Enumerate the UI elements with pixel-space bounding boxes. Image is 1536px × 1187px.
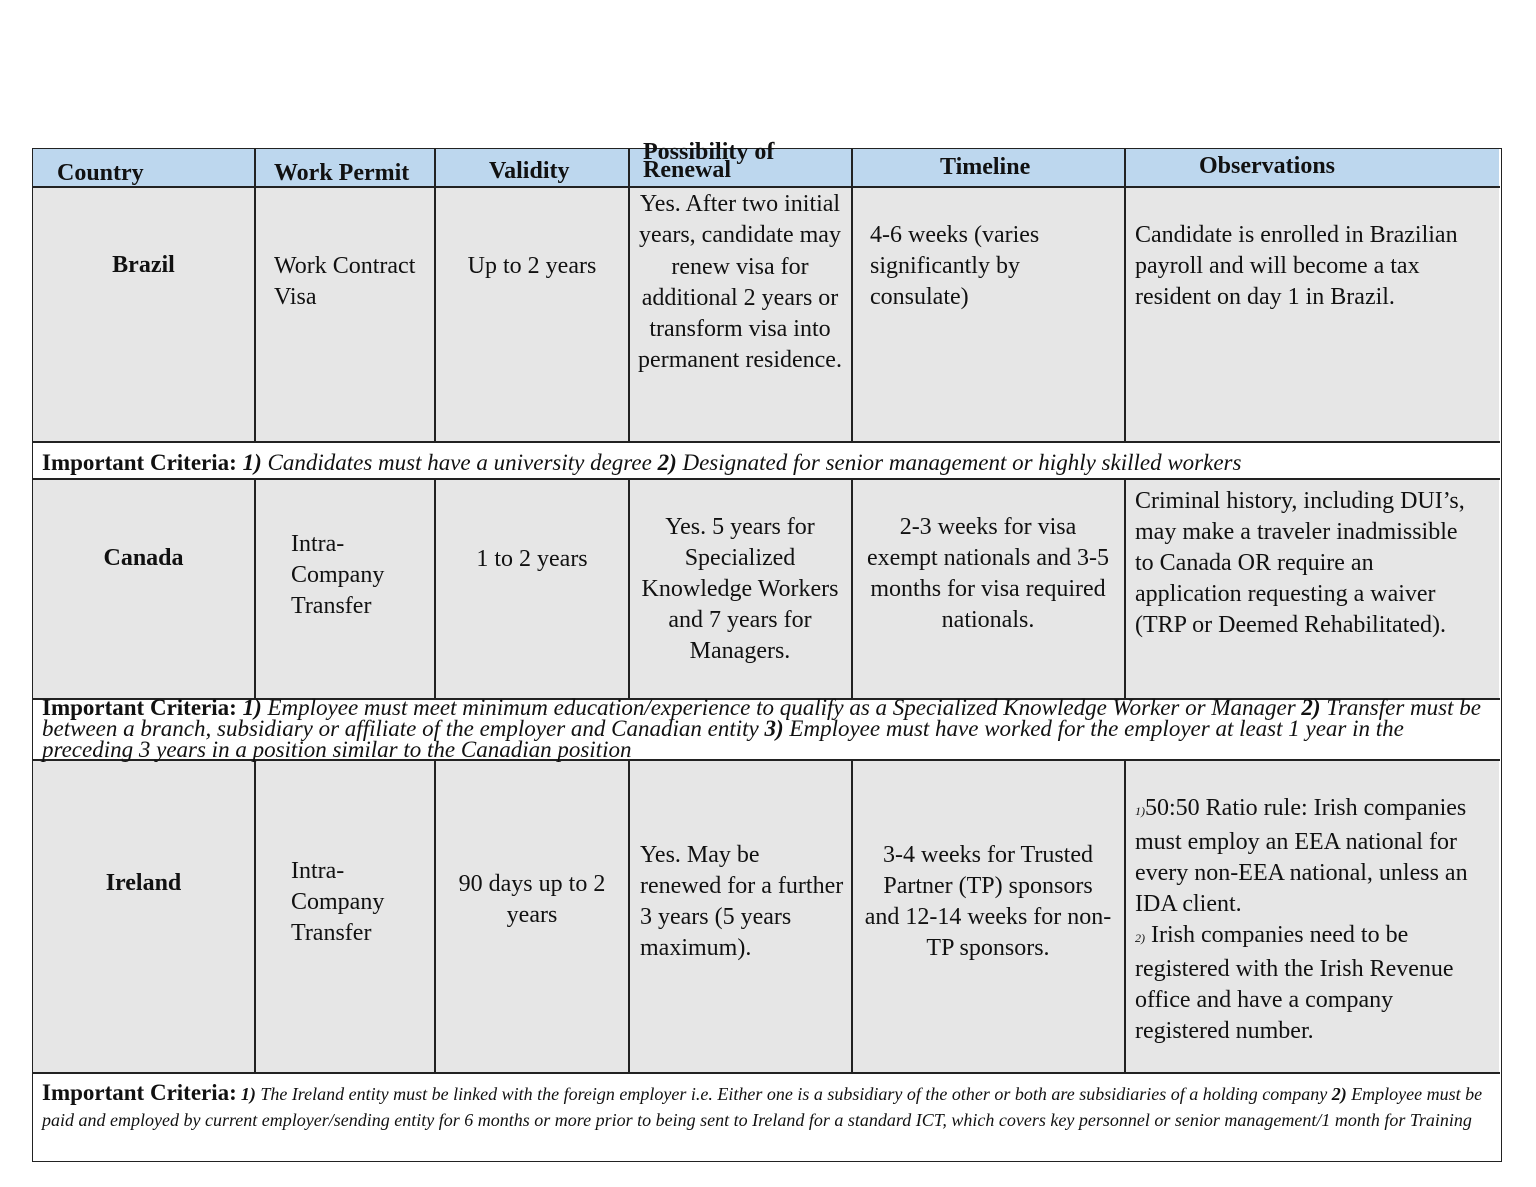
timeline-cell: 2-3 weeks for visa exempt nationals and 3-5 months for visa required nationals. (867, 514, 1109, 633)
observations-cell: Candidate is enrolled in Brazilian payroll and will become a tax resident on day 1 in Brazil. (1135, 222, 1458, 310)
observations-cell: Criminal history, including DUI’s, may make a traveler inadmissible to Canada OR require an application requesting a waiver (TRP or Deemed Rehabilitated). (1135, 488, 1465, 638)
renewal-cell: Yes. 5 years for Specialized Knowledge Workers and 7 years for Managers. (641, 514, 839, 664)
header-work-permit: Work Permit (274, 160, 410, 186)
validity-cell: Up to 2 years (467, 253, 597, 279)
work-permit-cell: Intra-Company Transfer (291, 531, 385, 619)
timeline-cell: 3-4 weeks for Trusted Partner (TP) sponsors and 12-14 weeks for non- TP sponsors. (864, 842, 1112, 961)
criteria-brazil: Important Criteria: 1) Candidates must have a university degree 2) Designated for senior management or highly skilled workers (42, 450, 1242, 475)
country-ireland: Ireland (105, 870, 182, 896)
header-timeline: Timeline (940, 154, 1031, 180)
header-observations: Observations (1199, 153, 1336, 179)
header-validity: Validity (489, 158, 570, 184)
work-permit-cell: Work Contract Visa (274, 253, 416, 310)
renewal-cell: Yes. After two initial years, candidate may renew visa for additional 2 years or transform visa into permanent residence. (638, 191, 842, 374)
work-permit-cell: Intra-Company Transfer (291, 858, 385, 946)
timeline-cell: 4-6 weeks (varies significantly by consulate) (870, 222, 1040, 310)
country-canada: Canada (103, 545, 184, 571)
header-country: Country (57, 160, 144, 186)
observations-cell: 1)50:50 Ratio rule: Irish companies must employ an EEA national for every non-EEA national, unless an IDA client. 2) Irish companies need to be registered with the Irish Revenue office and have a company registered number. (1135, 795, 1468, 1044)
country-brazil: Brazil (112, 252, 175, 278)
renewal-cell: Yes. May be renewed for a further 3 years (5 years maximum). (640, 842, 844, 961)
criteria-ireland: Important Criteria: 1) The Ireland entity must be linked with the foreign employer i.e. Either one is a subsidiary of the other or both are subsidiaries of a holding company 2) Employee must be paid and employed by current employer/sending entity for 6 months or more prior to being sent to Ireland for a standard ICT, which covers key personnel or senior management/1 month for Training (42, 1080, 1483, 1130)
validity-cell: 1 to 2 years (476, 546, 588, 572)
criteria-canada: Important Criteria: 1) Employee must meet minimum education/experience to qualify as a Specialized Knowledge Worker or Manager 2) Transfer must be between a branch, subsidiary or affiliate of the employer and Canadian entity 3) Employee must have worked for the employer at least 1 year in the preceding 3 years in a position similar to the Canadian position (42, 695, 1481, 762)
validity-cell: 90 days up to 2 years (458, 871, 606, 928)
header-renewal: Possibility of Renewal (643, 139, 775, 183)
